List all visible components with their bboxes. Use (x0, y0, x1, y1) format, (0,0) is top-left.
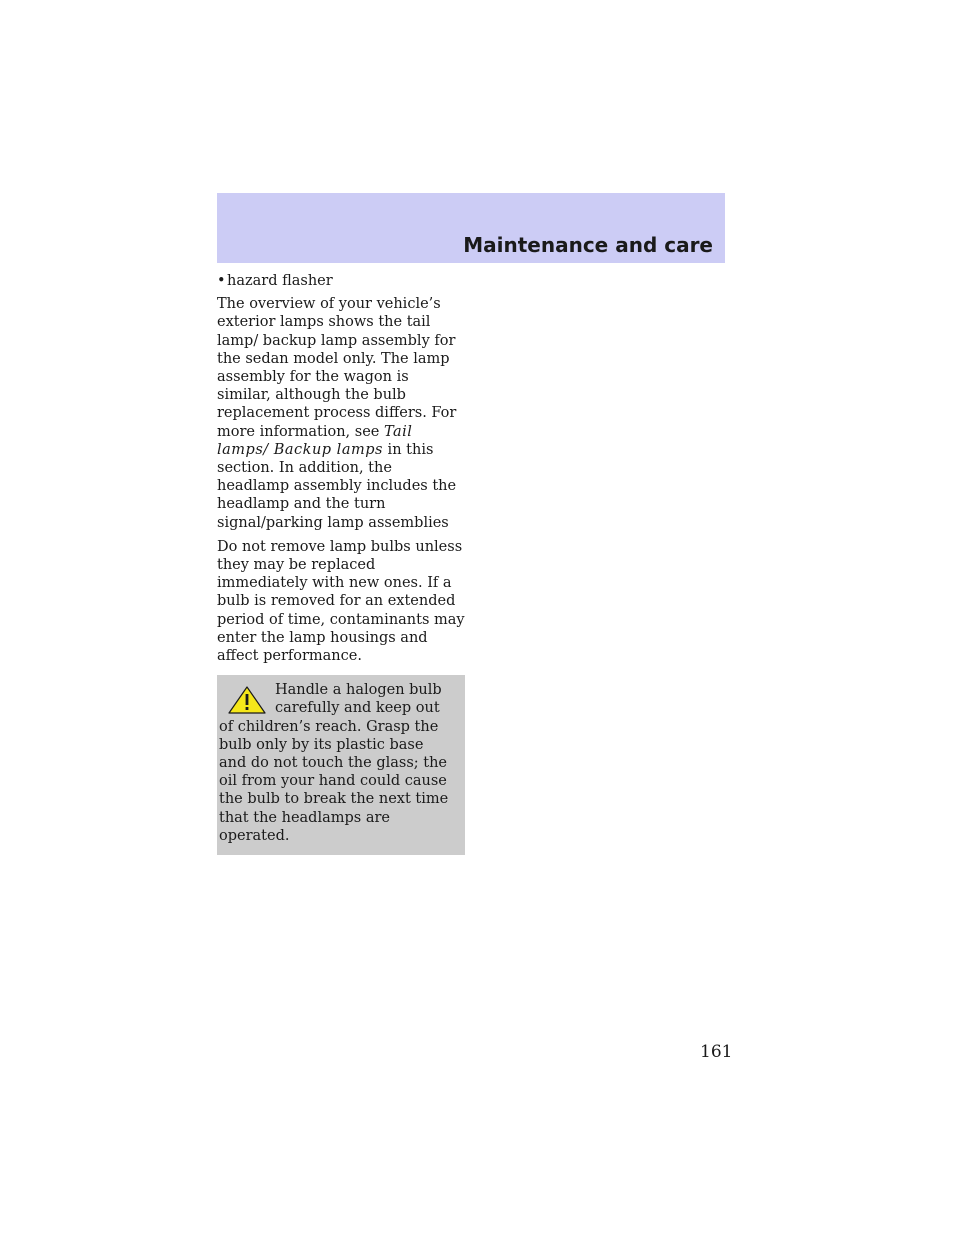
paragraph-text-after: in this section. In addition, the headlamp assembly includes the headlamp and the turn signal/parking lamp assemblies (217, 441, 457, 531)
warning-text: Handle a halogen bulb carefully and keep out of children’s reach. Grasp the bulb only by its plastic base and do not touch the glass; the oil from your hand could cause the bulb to break the next time that the headlamps are operated. (219, 682, 449, 844)
bullet-item (217, 272, 465, 290)
paragraph-bulb-removal: Do not remove lamp bulbs unless they may be replaced immediately with new ones. If a bulb is removed for an extended period of time, contaminants may enter the lamp housings and affect performance. (217, 538, 465, 665)
bullet-text: hazard flasher (227, 273, 333, 289)
paragraph-text-before: The overview of your vehicle’s exterior lamps shows the tail lamp/ backup lamp assembly for the sedan model only. The lamp assembly for the wagon is similar, although the bulb replacement process differs. For more information, see (217, 296, 457, 440)
bullet-mark: • (217, 273, 226, 289)
cross-reference-tail-lamps: Tail lamps/ Backup lamps (217, 423, 413, 458)
paragraph-lamp-overview (217, 295, 465, 532)
warning-triangle-icon (227, 685, 267, 715)
warning-box (217, 675, 465, 855)
section-title: Maintenance and care (463, 233, 713, 257)
page-number: 161 (700, 1042, 733, 1062)
main-content (217, 272, 465, 855)
section-header-band (217, 193, 725, 263)
